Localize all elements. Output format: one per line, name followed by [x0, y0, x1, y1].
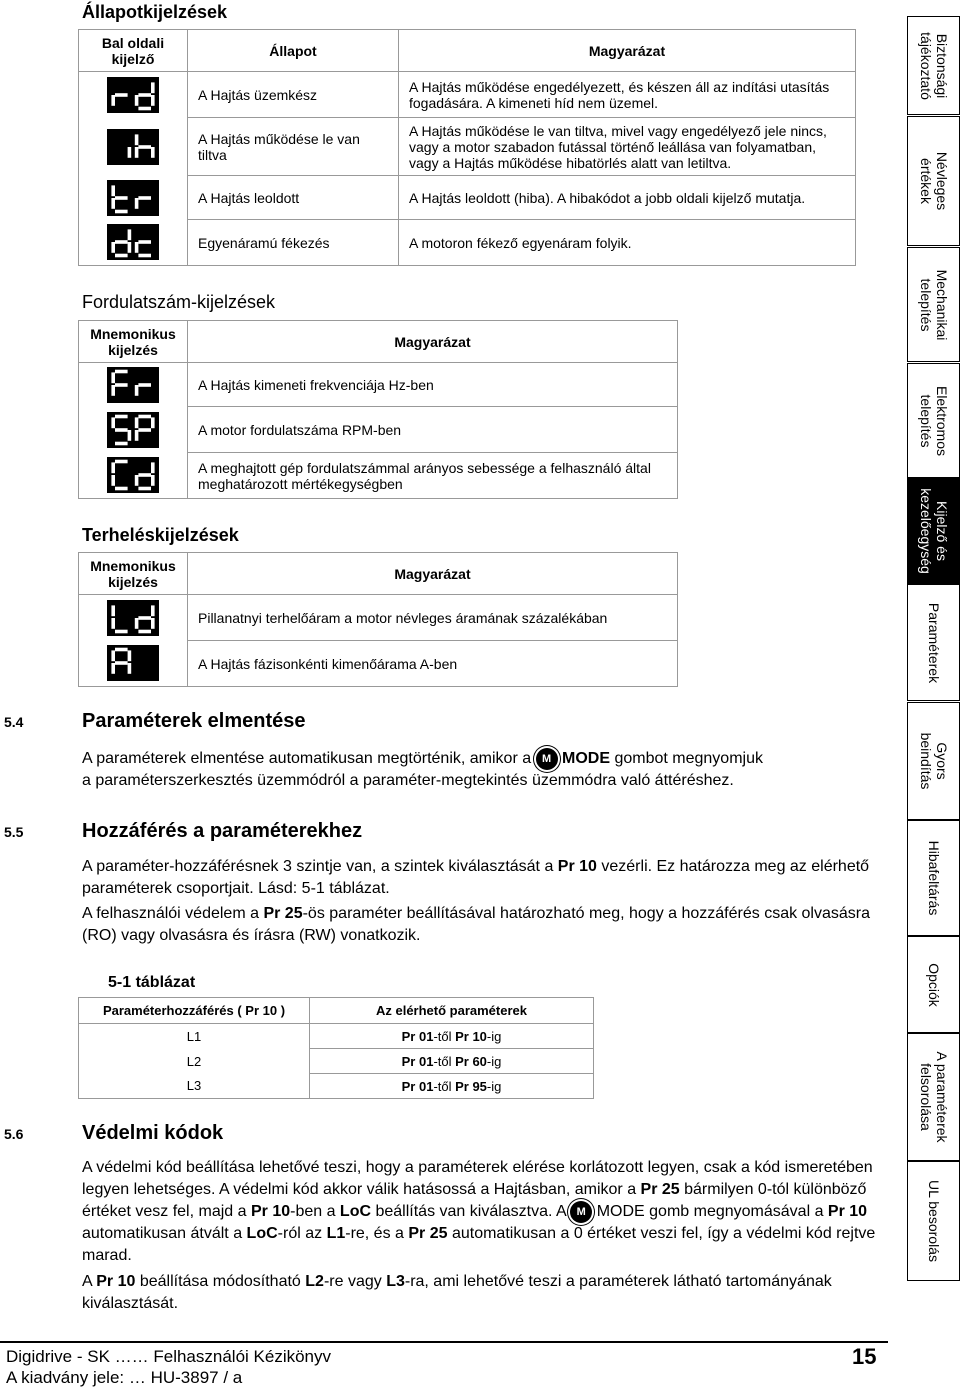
table-5-1-header-access: Paraméterhozzáférés ( Pr 10 ): [79, 998, 310, 1024]
status-table: [78, 29, 856, 266]
display-segment: [138, 629, 151, 633]
side-tab-label: Kijelző és kezelőegység: [917, 488, 950, 574]
section-number-5-6: 5.6: [4, 1126, 24, 1142]
side-tab-label: A paraméterek felsorolása: [917, 1051, 950, 1143]
s54-text-part: a paraméterszerkesztés üzemmódról a paraméter-megtekintés üzemmódra való áttéréshez.: [82, 772, 734, 790]
page-number: 15: [852, 1344, 877, 1369]
table-5-1-header-params: Az elérhető paraméterek: [310, 998, 594, 1024]
display-segment: [135, 198, 139, 209]
mode-button-icon: M: [536, 748, 558, 770]
display-segment: [115, 240, 128, 244]
side-tab-label: Mechanikai telepítés: [917, 269, 950, 340]
display-segment: [111, 185, 115, 196]
side-tab-label: Opciók: [925, 962, 942, 1007]
display-segment: [135, 618, 139, 629]
side-tab-label: Hibafeltárás: [925, 840, 942, 916]
display-segment: [135, 385, 139, 396]
table-row: [79, 1049, 594, 1074]
side-tab-label: Gyors beindítás: [917, 732, 950, 790]
display-segment: [115, 414, 128, 418]
access-level: L3: [79, 1074, 310, 1099]
section-5-6-paragraph-2: A Pr 10 beállítása módosítható L2-re vagy L3-ra, ami lehetővé teszi a paraméterek látható tartományának kiválasztását.: [82, 1273, 832, 1312]
speed-section-title: Fordulatszám-kijelzések: [82, 292, 276, 312]
display-segment: [138, 428, 151, 432]
section-5-4-text: [82, 748, 892, 792]
display-segment: [138, 414, 151, 418]
speed-table: [78, 320, 678, 499]
display-segment: [128, 663, 132, 674]
display-segment: [115, 93, 128, 97]
display-segment: [111, 463, 115, 474]
display-segment: [111, 372, 115, 383]
side-tab-label: UL besorolás: [925, 1180, 942, 1262]
speed-header-display: Mnemonikus kijelzés: [79, 321, 188, 363]
section-5-6-paragraph-1: A védelmi kód beállítása lehetővé teszi, hogy a paraméterek elérése korlátozott legyen, csak a kód ismeretében legyen lehetséges. A védelmi kód akkor válik hatásossá a Hajtásban, amikor a Pr 25 bármilyen 0-tól különböző értéket vesz fel, majd a Pr 10-ben a LoC beállítás van kiválasztva. A M MODE gomb megnyomásával a Pr 10 automatikusan átvált a LoC-ról az L1-re, és a Pr 25 automatikusan a 0 értéket veszi fel, így a védelmi kód rejtve marad.: [82, 1159, 876, 1265]
side-tab-label: Elektromos telepítés: [917, 385, 950, 456]
status-state: A Hajtás leoldott: [188, 176, 399, 220]
status-desc: A motoron fékező egyenáram folyik.: [399, 220, 856, 266]
display-segment: [138, 254, 151, 258]
display-segment: [111, 618, 115, 629]
display-segment: [128, 147, 132, 158]
display-segment: [111, 242, 115, 253]
table-row: [79, 118, 856, 176]
table-row: [79, 641, 678, 687]
status-desc: A Hajtás leoldott (hiba). A hibakódot a jobb oldali kijelző mutatja.: [399, 176, 856, 220]
section-5-5-paragraph-1: A paraméter-hozzáférésnek 3 szintje van, a szintek kiválasztását a Pr 10 vezérli. Ez határozza meg az elérhető paraméterek csoportjait. Lásd: 5-1 táblázat.: [82, 858, 870, 897]
display-segment: [135, 430, 139, 441]
table-5-1: [78, 997, 594, 1099]
display-segment: [151, 463, 155, 474]
load-desc: Pillanatnyi terhelőáram a motor névleges áramának százalékában: [188, 595, 678, 641]
display-segment: [111, 475, 115, 486]
display-segment: [111, 95, 115, 106]
display-segment: [138, 383, 151, 387]
side-tab-11[interactable]: [907, 1161, 960, 1281]
display-segment: [111, 605, 115, 616]
display-segment: [138, 240, 151, 244]
status-header-display: Bal oldali kijelző: [79, 30, 188, 72]
table-row: [79, 72, 856, 118]
display-segment: [128, 242, 132, 253]
led-display-ld: [107, 600, 159, 636]
status-state: A Hajtás működése le van tiltva: [188, 118, 399, 176]
available-params: Pr 01-től Pr 60-ig: [310, 1049, 594, 1074]
access-level: L2: [79, 1049, 310, 1074]
led-display-rd: [107, 77, 159, 113]
display-segment: [115, 661, 128, 665]
display-segment: [111, 651, 115, 662]
table-row: [79, 220, 856, 266]
speed-desc: A Hajtás kimeneti frekvenciája Hz-ben: [188, 363, 678, 407]
led-display-sp: [107, 412, 159, 448]
s54-text-part: gombot megnyomjuk: [614, 750, 763, 768]
s54-mode-label: MODE: [562, 750, 611, 768]
access-level: L1: [79, 1024, 310, 1049]
section-number-5-5: 5.5: [4, 824, 24, 840]
section-title-5-4: Paraméterek elmentése: [82, 710, 306, 732]
table-5-1-caption: 5-1 táblázat: [108, 974, 196, 991]
display-segment: [135, 134, 139, 145]
status-section-title: Állapotkijelzések: [82, 2, 228, 22]
load-header-desc: Magyarázat: [188, 553, 678, 595]
display-segment: [138, 106, 151, 110]
load-header-display: Mnemonikus kijelzés: [79, 553, 188, 595]
display-segment: [128, 651, 132, 662]
led-display-ih: [107, 129, 159, 165]
footer-rule: [0, 1341, 888, 1343]
display-segment: [111, 198, 115, 209]
table-row: [79, 453, 678, 499]
status-state: A Hajtás üzemkész: [188, 72, 399, 118]
side-tab-label: Biztonsági tájékoztató: [917, 31, 950, 100]
status-header-desc: Magyarázat: [399, 30, 856, 72]
speed-desc: A meghajtott gép fordulatszámmal arányos sebessége a felhasználó által meghatározott mértékegységben: [188, 453, 678, 499]
display-segment: [115, 428, 128, 432]
table-row: [79, 407, 678, 453]
display-segment: [115, 460, 128, 464]
available-params: Pr 01-től Pr 95-ig: [310, 1074, 594, 1099]
speed-desc: A motor fordulatszáma RPM-ben: [188, 407, 678, 453]
status-desc: A Hajtás működése engedélyezett, és készen áll az indítási utasítás fogadására. A kimeneti híd nem üzemel.: [399, 72, 856, 118]
display-segment: [128, 430, 132, 441]
display-segment: [135, 417, 139, 428]
display-segment: [128, 230, 132, 241]
display-segment: [115, 629, 128, 633]
display-segment: [135, 242, 139, 253]
display-segment: [111, 663, 115, 674]
display-segment: [111, 417, 115, 428]
status-header-state: Állapot: [188, 30, 399, 72]
display-segment: [115, 487, 128, 491]
led-display-a: [107, 645, 159, 681]
available-params: Pr 01-től Pr 10-ig: [310, 1024, 594, 1049]
section-5-5-paragraph-2: A felhasználói védelem a Pr 25-ös paraméter beállításával határozható meg, hogy a hozzáférés csak olvasásra (RO) vagy olvasásra és írásra (RW) vonatkozik.: [82, 905, 871, 944]
mode-button-icon: M: [570, 1201, 592, 1223]
load-section-title: Terheléskijelzések: [82, 525, 239, 545]
display-segment: [135, 95, 139, 106]
display-segment: [151, 95, 155, 106]
display-segment: [138, 145, 151, 149]
side-tab-label: Paraméterek: [925, 602, 942, 683]
led-display-dc: [107, 224, 159, 260]
display-segment: [138, 196, 151, 200]
section-title-5-5: Hozzáférés a paraméterekhez: [82, 820, 363, 842]
section-number-5-4: 5.4: [4, 714, 24, 730]
status-state: Egyenáramú fékezés: [188, 220, 399, 266]
table-row: [79, 1024, 594, 1049]
display-segment: [115, 383, 128, 387]
display-segment: [115, 196, 128, 200]
display-segment: [151, 475, 155, 486]
display-segment: [111, 385, 115, 396]
display-segment: [138, 473, 151, 477]
display-segment: [138, 93, 151, 97]
display-segment: [138, 616, 151, 620]
display-segment: [115, 441, 128, 445]
s54-text-part: A paraméterek elmentése automatikusan megtörténik, amikor a: [82, 750, 532, 768]
display-segment: [151, 417, 155, 428]
footer-manual-title: Digidrive - SK …… Felhasználói Kézikönyv: [6, 1347, 332, 1366]
status-desc: A Hajtás működése le van tiltva, mivel vagy engedélyező jele nincs, vagy a motor szabadon futással történő leállása van folyamatban, vagy a Hajtás működése hibatörlés alatt van letiltva.: [399, 118, 856, 176]
led-display-cd: [107, 457, 159, 493]
display-segment: [135, 147, 139, 158]
load-desc: A Hajtás fázisonkénti kimenőárama A-ben: [188, 641, 678, 687]
display-segment: [135, 475, 139, 486]
led-display-tr: [107, 180, 159, 216]
side-tab-label: Névleges értékek: [917, 151, 950, 211]
speed-header-desc: Magyarázat: [188, 321, 678, 363]
table-row: [79, 1074, 594, 1099]
display-segment: [151, 147, 155, 158]
display-segment: [115, 209, 128, 213]
display-segment: [115, 648, 128, 652]
display-segment: [115, 369, 128, 373]
table-row: [79, 363, 678, 407]
display-segment: [151, 618, 155, 629]
section-title-5-6: Védelmi kódok: [82, 1122, 224, 1144]
table-row: [79, 595, 678, 641]
footer-publication-id: A kiadvány jele: … HU-3897 / a: [6, 1368, 243, 1387]
display-segment: [138, 487, 151, 491]
display-segment: [151, 605, 155, 616]
load-table: [78, 552, 678, 687]
table-row: [79, 176, 856, 220]
display-segment: [151, 82, 155, 93]
display-segment: [115, 254, 128, 258]
led-display-fr: [107, 367, 159, 403]
